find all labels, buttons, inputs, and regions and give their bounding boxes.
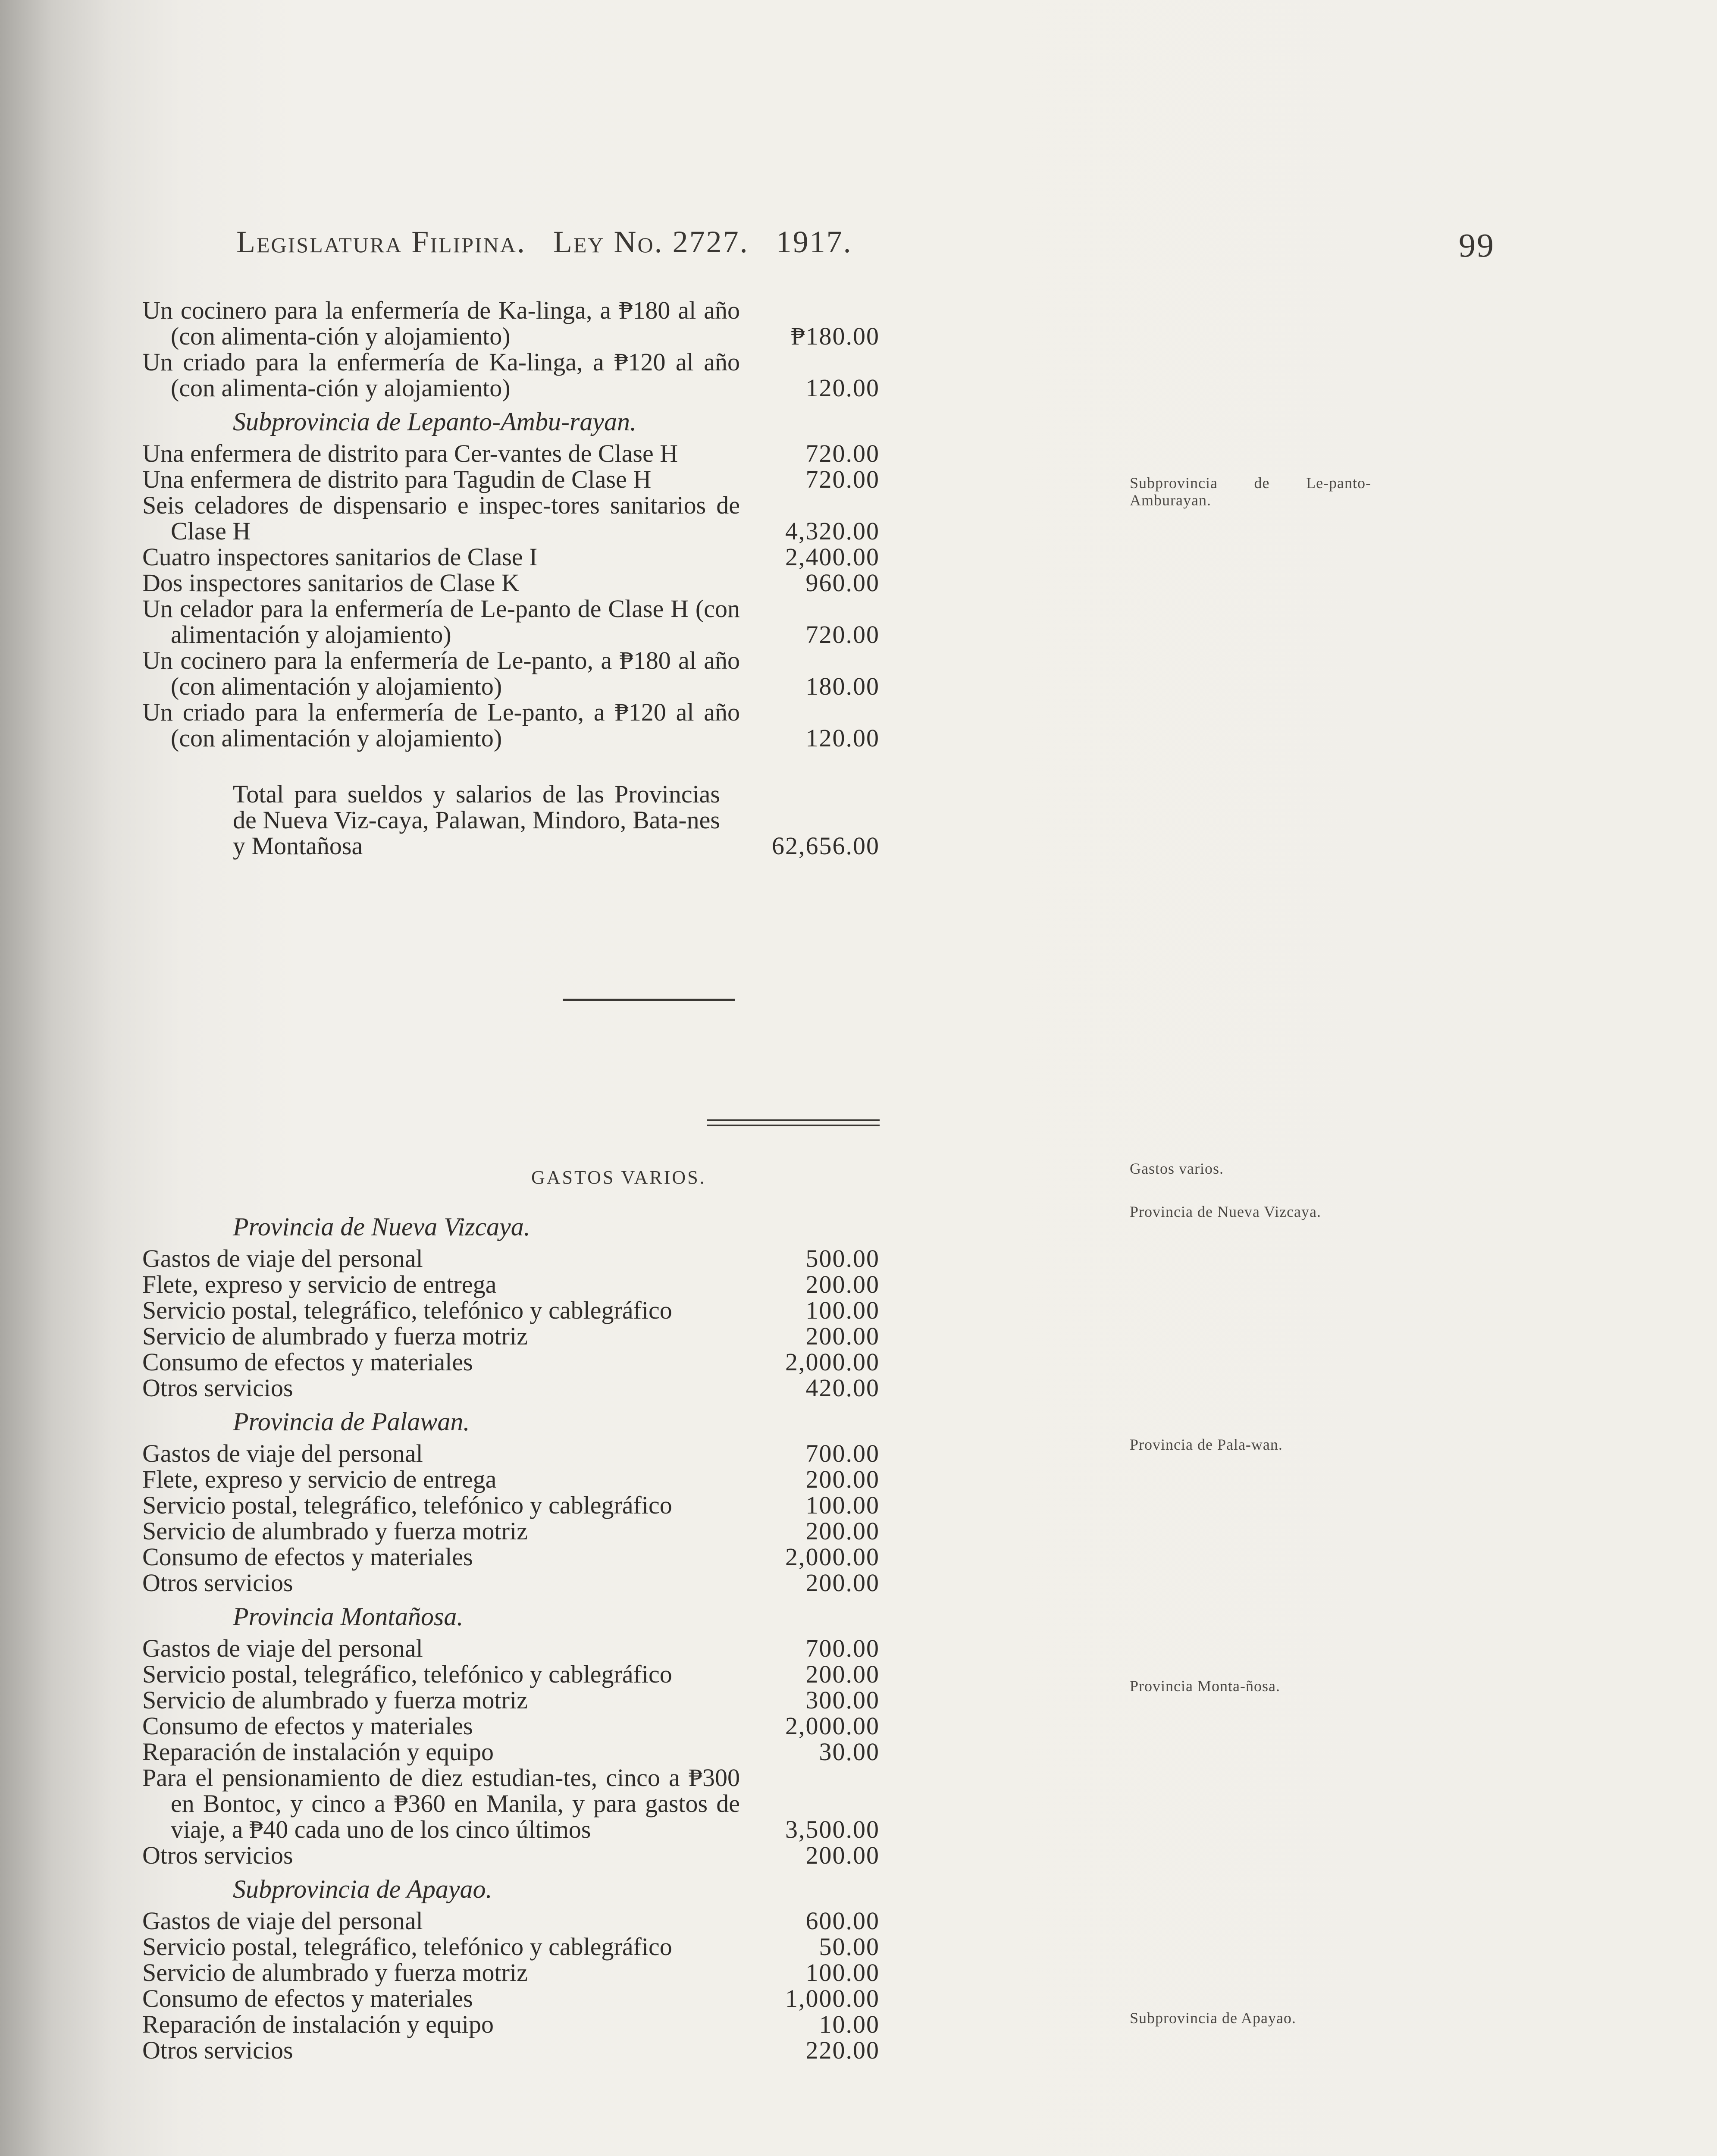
entry-text: Servicio postal, telegráfico, telefónico y cablegráfico: [142, 1491, 672, 1519]
entry-amount: 200.00: [805, 1569, 880, 1597]
list-item: [142, 1297, 880, 1323]
list-item: [142, 1843, 880, 1868]
entry-text: Para el pensionamiento de diez estudian-tes, cinco a ₱300 en Bontoc, y cinco a ₱360 en Manila, y para gastos de viaje, a ₱40 cada uno de los cinco últimos: [142, 1764, 740, 1843]
entry-amount: 10.00: [819, 2010, 880, 2038]
margin-note-apayao: Subprovincia de Apayao.: [1130, 2009, 1296, 2027]
entry-amount: 200.00: [805, 1465, 880, 1493]
entry-text: Flete, expreso y servicio de entrega: [142, 1270, 497, 1298]
list-item: [142, 492, 880, 544]
list-item: [142, 1687, 880, 1713]
gastos-varios-heading: GASTOS VARIOS.: [531, 1167, 706, 1188]
entry-text: Una enfermera de distrito para Tagudin de Clase H: [142, 465, 652, 493]
entry-text: Gastos de viaje del personal: [142, 1244, 423, 1272]
entry-amount: 120.00: [805, 374, 880, 402]
entry-text: Otros servicios: [142, 1841, 293, 1869]
list-item: [142, 570, 880, 596]
total-amount: 62,656.00: [772, 832, 880, 860]
running-header: [236, 224, 1530, 267]
entry-amount: 200.00: [805, 1270, 880, 1298]
entry-amount: 1,000.00: [785, 1984, 880, 2012]
entry-text: Una enfermera de distrito para Cer-vantes de Clase H: [142, 439, 678, 467]
entry-amount: 700.00: [805, 1634, 880, 1662]
entry-text: Servicio postal, telegráfico, telefónico y cablegráfico: [142, 1933, 672, 1961]
list-item: [142, 1713, 880, 1739]
entry-amount: 700.00: [805, 1439, 880, 1467]
entry-text: Un celador para la enfermería de Le-panto de Clase H (con alimentación y alojamiento): [142, 595, 740, 649]
entry-amount: 960.00: [805, 569, 880, 597]
section-heading-lepanto: Subprovincia de Lepanto-Ambu-rayan.: [233, 407, 636, 436]
entry-amount: 420.00: [805, 1374, 880, 1402]
entry-text: Seis celadores de dispensario e inspec-tores sanitarios de Clase H: [142, 491, 740, 545]
page-number: 99: [1459, 226, 1495, 264]
entry-amount: 200.00: [805, 1517, 880, 1545]
margin-note-palawan: Provincia de Pala-wan.: [1130, 1436, 1283, 1453]
header-title-legislatura: Legislatura Filipina.: [236, 225, 526, 259]
total-row: [142, 781, 880, 859]
list-item: [142, 1908, 880, 1934]
list-item: [142, 1272, 880, 1297]
entry-amount: 220.00: [805, 2036, 880, 2064]
list-item: [142, 1765, 880, 1843]
salaries-column: [142, 298, 880, 859]
entry-text: Un cocinero para la enfermería de Le-panto, a ₱180 al año (con alimentación y alojamiento): [142, 646, 740, 700]
entry-text: Consumo de efectos y materiales: [142, 1543, 473, 1571]
list-item: [142, 1441, 880, 1467]
total-top-rule: [563, 999, 735, 1001]
entry-amount: 3,500.00: [785, 1815, 880, 1843]
entry-text: Gastos de viaje del personal: [142, 1907, 423, 1935]
entry-text: Servicio de alumbrado y fuerza motriz: [142, 1959, 528, 1987]
list-item: [142, 441, 880, 467]
section-heading-palawan: Provincia de Palawan.: [233, 1407, 470, 1436]
entry-text: Consumo de efectos y materiales: [142, 1984, 473, 2012]
entry-amount: 2,000.00: [785, 1543, 880, 1571]
list-item: [142, 2037, 880, 2063]
list-item: [142, 298, 880, 349]
margin-note-gastos: Gastos varios.: [1130, 1160, 1224, 1177]
list-item: [142, 1934, 880, 1960]
entry-amount: 100.00: [805, 1491, 880, 1519]
list-item: [142, 1636, 880, 1661]
header-year: 1917.: [776, 225, 852, 259]
entry-amount: 100.00: [805, 1296, 880, 1324]
total-text: Total para sueldos y salarios de las Provincias de Nueva Viz-caya, Palawan, Mindoro, Bata-nes y Montañosa: [233, 780, 720, 860]
entry-amount: 100.00: [805, 1959, 880, 1987]
entry-amount: 200.00: [805, 1322, 880, 1350]
entry-amount: 300.00: [805, 1686, 880, 1714]
list-item: [142, 1739, 880, 1765]
entry-text: Un cocinero para la enfermería de Ka-linga, a ₱180 al año (con alimenta-ción y alojamiento): [142, 296, 740, 350]
list-item: [142, 544, 880, 570]
list-item: [142, 699, 880, 751]
entry-text: Gastos de viaje del personal: [142, 1439, 423, 1467]
entry-amount: 180.00: [805, 672, 880, 700]
list-item: [142, 1323, 880, 1349]
entry-amount: 720.00: [805, 465, 880, 493]
expenses-column: [142, 1214, 880, 2063]
entry-amount: 2,400.00: [785, 543, 880, 571]
entry-amount: 2,000.00: [785, 1348, 880, 1376]
list-item: [142, 1544, 880, 1570]
list-item: [142, 1661, 880, 1687]
list-item: [142, 349, 880, 401]
list-item: [142, 596, 880, 648]
entry-text: Servicio de alumbrado y fuerza motriz: [142, 1517, 528, 1545]
entry-text: Otros servicios: [142, 1374, 293, 1402]
entry-amount: ₱180.00: [791, 322, 880, 350]
list-item: [142, 467, 880, 492]
entry-amount: 50.00: [819, 1933, 880, 1961]
entry-text: Flete, expreso y servicio de entrega: [142, 1465, 497, 1493]
margin-note-lepanto: Subprovincia de Le-panto-Amburayan.: [1130, 474, 1371, 509]
entry-amount: 720.00: [805, 620, 880, 649]
list-item: [142, 1960, 880, 1986]
entry-amount: 4,320.00: [785, 517, 880, 545]
entry-text: Cuatro inspectores sanitarios de Clase I: [142, 543, 538, 571]
entry-text: Reparación de instalación y equipo: [142, 2010, 494, 2038]
entry-text: Dos inspectores sanitarios de Clase K: [142, 569, 520, 597]
list-item: [142, 1986, 880, 2012]
list-item: [142, 1375, 880, 1401]
entry-amount: 200.00: [805, 1841, 880, 1869]
list-item: [142, 1349, 880, 1375]
list-item: [142, 1492, 880, 1518]
list-item: [142, 2012, 880, 2037]
entry-text: Servicio postal, telegráfico, telefónico y cablegráfico: [142, 1660, 672, 1688]
entry-text: Un criado para la enfermería de Le-panto, a ₱120 al año (con alimentación y alojamiento): [142, 698, 740, 752]
entry-amount: 2,000.00: [785, 1712, 880, 1740]
list-item: [142, 1246, 880, 1272]
entry-amount: 500.00: [805, 1244, 880, 1272]
entry-text: Servicio de alumbrado y fuerza motriz: [142, 1322, 528, 1350]
entry-text: Servicio postal, telegráfico, telefónico y cablegráfico: [142, 1296, 672, 1324]
list-item: [142, 648, 880, 699]
total-double-rule: [707, 1119, 880, 1126]
entry-text: Servicio de alumbrado y fuerza motriz: [142, 1686, 528, 1714]
list-item: [142, 1570, 880, 1596]
margin-note-montanosa: Provincia Monta-ñosa.: [1130, 1677, 1280, 1695]
entry-amount: 720.00: [805, 439, 880, 467]
entry-amount: 200.00: [805, 1660, 880, 1688]
entry-text: Reparación de instalación y equipo: [142, 1738, 494, 1766]
margin-note-nueva-vizcaya: Provincia de Nueva Vizcaya.: [1130, 1203, 1322, 1220]
section-heading-nueva-vizcaya: Provincia de Nueva Vizcaya.: [233, 1213, 530, 1241]
list-item: [142, 1467, 880, 1492]
entry-amount: 120.00: [805, 724, 880, 752]
entry-text: Otros servicios: [142, 1569, 293, 1597]
entry-text: Un criado para la enfermería de Ka-linga, a ₱120 al año (con alimenta-ción y alojamiento): [142, 348, 740, 402]
section-heading-montanosa: Provincia Montañosa.: [233, 1602, 464, 1631]
entry-text: Consumo de efectos y materiales: [142, 1712, 473, 1740]
entry-text: Consumo de efectos y materiales: [142, 1348, 473, 1376]
header-title-ley: Ley No. 2727.: [553, 225, 749, 259]
entry-amount: 600.00: [805, 1907, 880, 1935]
section-heading-apayao: Subprovincia de Apayao.: [233, 1875, 492, 1903]
entry-text: Gastos de viaje del personal: [142, 1634, 423, 1662]
list-item: [142, 1518, 880, 1544]
entry-text: Otros servicios: [142, 2036, 293, 2064]
entry-amount: 30.00: [819, 1738, 880, 1766]
